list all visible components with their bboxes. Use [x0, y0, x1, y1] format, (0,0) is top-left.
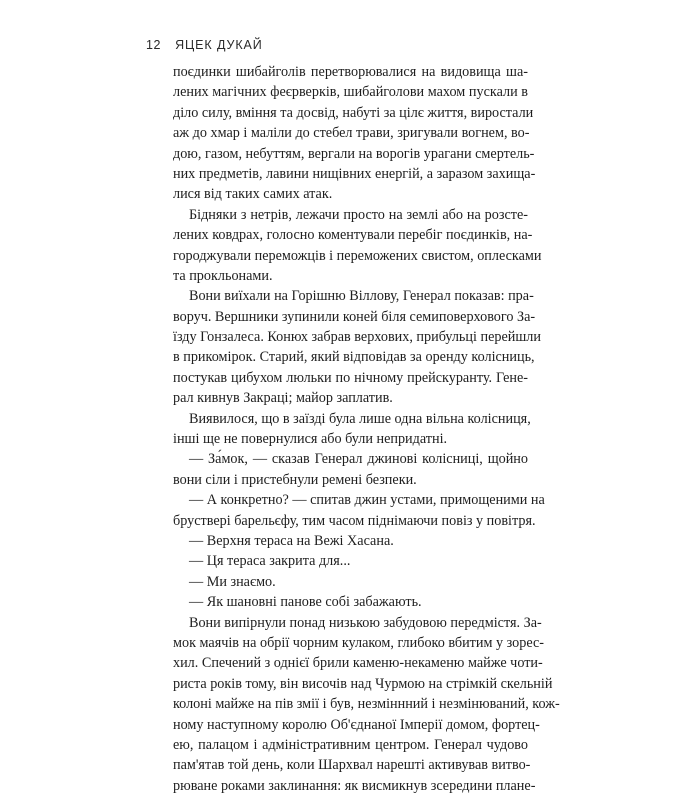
- text-line: Виявилося, що в заїзді була лише одна вільна колісниця,: [189, 410, 531, 427]
- text-line: пам'ятав той день, коли Шархвал нарешті активував витво-: [173, 757, 531, 774]
- text-line: них предметів, лавини нищівних енергій, а заразом захища-: [173, 165, 536, 182]
- text-line: аж до хмар і маліли до стебел трави, зригували вогнем, во-: [173, 125, 530, 142]
- text-line: поєдинки шибайголів перетворювалися на видовища ша-: [173, 64, 528, 80]
- text-line: лених магічних феєрверків, шибайголови махом пускали в: [173, 84, 528, 101]
- text-line: — За́мок, — сказав Генерал джинові колісниці, щойно: [189, 451, 528, 468]
- body-text: [173, 62, 560, 796]
- text-line: рал кивнув Закраці; майор заплатив.: [173, 390, 393, 407]
- text-line: колоні майже на пів змії і був, незміннний і незмінюваний, кож-: [173, 696, 560, 713]
- text-line: постукав цибухом люльки по нічному прейскуранту. Гене-: [173, 369, 528, 386]
- text-line: рюване роками заклинання: як висмикнув зсередини плане-: [173, 777, 536, 794]
- text-line: дою, газом, небуттям, вергали на ворогів урагани смертель-: [173, 145, 535, 162]
- text-line: їзду Гонзалеса. Конюх забрав верхових, прибульці перейшли: [173, 329, 541, 346]
- text-line: Бідняки з нетрів, лежачи просто на землі або на розсте-: [189, 206, 528, 223]
- text-line: риста років тому, він височів над Чурмою на стрімкій скельній: [173, 675, 553, 692]
- text-line: мок маячів на обрії чорним кулаком, глибоко вбитим у зорес-: [173, 634, 545, 651]
- text-line: бруствері барельєфу, тим часом піднімаючи повіз у повітря.: [173, 512, 536, 529]
- text-line: воруч. Вершники зупинили коней біля семиповерхового За-: [173, 308, 536, 325]
- page-number: 12: [146, 38, 162, 52]
- text-line: хил. Спечений з однієї брили каменю-некаменю майже чоти-: [173, 655, 543, 672]
- text-line: Вони виїхали на Горішню Віллову, Генерал показав: пра-: [189, 288, 534, 305]
- text-line: — Ми знаємо.: [189, 573, 276, 590]
- text-line: — А конкретно? — спитав джин устами, примощеними на: [189, 492, 545, 509]
- text-line: ному наступному королю Об'єднаної Імперії домом, фортец-: [173, 716, 540, 733]
- text-line: Вони випірнули понад низькою забудовою передмістя. За-: [189, 614, 542, 631]
- text-line: інші ще не повернулися або були непридатні.: [173, 431, 448, 448]
- text-line: — Верхня тераса на Вежі Хасана.: [189, 532, 394, 549]
- text-line: лися від таких самих атак.: [173, 186, 333, 203]
- text-line: вони сіли і пристебнули ремені безпеки.: [173, 471, 417, 488]
- running-title: ЯЦЕК ДУКАЙ: [175, 38, 263, 52]
- text-line: лених ковдрах, голосно коментували перебіг поєдинків, на-: [173, 227, 533, 244]
- text-line: — Як шановні панове собі забажають.: [189, 594, 422, 611]
- text-line: та прокльонами.: [173, 267, 273, 284]
- text-line: в прикомірок. Старий, який відповідав за оренду колісниць,: [173, 349, 535, 366]
- text-line: городжували переможців і переможених свистом, оплесками: [173, 247, 542, 264]
- running-head: [146, 38, 263, 54]
- text-line: ею, палацом і адміністративним центром. Генерал чудово: [173, 736, 528, 753]
- text-line: — Ця тераса закрита для...: [189, 553, 351, 570]
- text-line: діло силу, вміння та досвід, набуті за цілє життя, виростали: [173, 104, 534, 121]
